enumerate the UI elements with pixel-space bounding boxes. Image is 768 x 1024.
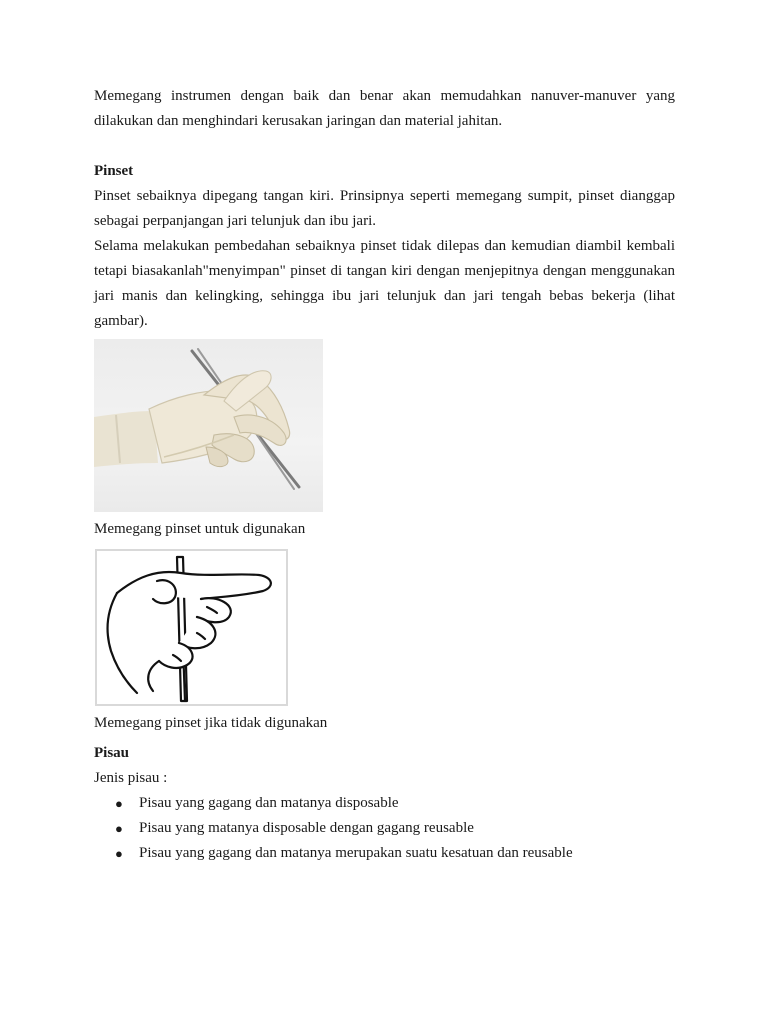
- bullet-icon: ●: [115, 821, 123, 836]
- pisau-intro: Jenis pisau :: [94, 770, 168, 786]
- figure-1-caption: Memegang pinset untuk digunakan: [94, 521, 306, 537]
- list-item: [94, 816, 675, 841]
- bullet-icon: ●: [115, 796, 123, 811]
- pinset-paragraph-1: Pinset sebaiknya dipegang tangan kiri. Prinsipnya seperti memegang sumpit, pinset dianggap sebagai perpanjangan jari telunjuk dan ibu jari.: [94, 188, 675, 229]
- list-item-text: Pisau yang gagang dan matanya disposable: [139, 795, 399, 811]
- drawing-hand-storing-forceps: [95, 549, 288, 706]
- list-item: [94, 791, 675, 816]
- list-item-text: Pisau yang gagang dan matanya merupakan suatu kesatuan dan reusable: [139, 845, 573, 861]
- intro-paragraph: Memegang instrumen dengan baik dan benar akan memudahkan nanuver-manuver yang dilakukan dan menghindari kerusakan jaringan dan material jahitan.: [94, 88, 675, 129]
- pinset-paragraph-2: Selama melakukan pembedahan sebaiknya pinset tidak dilepas dan kemudian diambil kembali tetapi biasakanlah"menyimpan" pinset di tangan kiri dengan menjepitnya dengan menggunakan jari manis dan kelingking, sehingga ibu jari telunjuk dan jari tengah bebas bekerja (lihat gambar).: [94, 238, 675, 329]
- list-item-text: Pisau yang matanya disposable dengan gagang reusable: [139, 820, 474, 836]
- photo-hand-holding-forceps: [94, 339, 323, 512]
- figure-2-caption: Memegang pinset jika tidak digunakan: [94, 715, 328, 731]
- document-page: [94, 84, 675, 866]
- list-item: [94, 841, 675, 866]
- pisau-list: [94, 791, 675, 866]
- pinset-heading: Pinset: [94, 163, 134, 179]
- bullet-icon: ●: [115, 846, 123, 861]
- hand-line-drawing: [97, 551, 286, 704]
- pisau-heading: Pisau: [94, 745, 130, 761]
- gloved-hand-illustration: [94, 339, 323, 512]
